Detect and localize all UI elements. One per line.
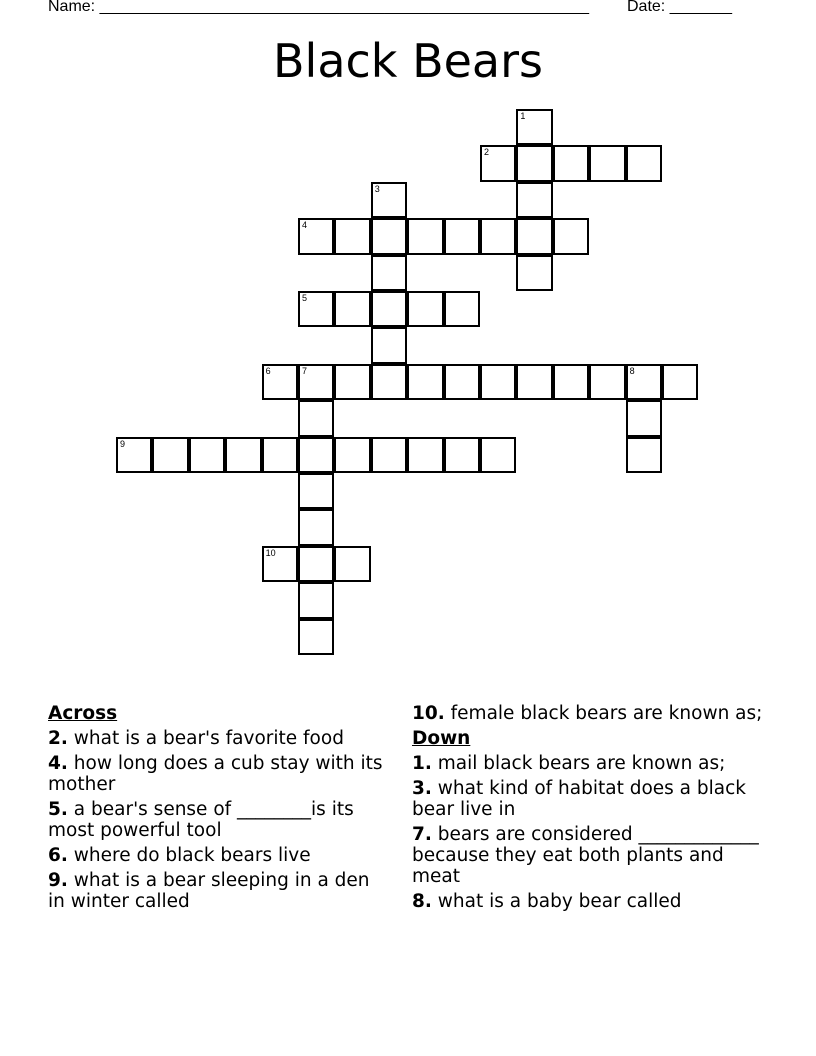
grid-cell[interactable] <box>553 218 589 254</box>
grid-cell[interactable] <box>626 437 662 473</box>
grid-cell[interactable] <box>262 546 298 582</box>
clue-text: female black bears are known as; <box>444 703 763 724</box>
grid-cell[interactable] <box>298 582 334 618</box>
cell-number: 6 <box>265 365 271 376</box>
grid-cell[interactable] <box>262 364 298 400</box>
grid-cell[interactable] <box>371 291 407 327</box>
clue-down-8 <box>412 891 772 912</box>
grid-cell[interactable] <box>589 364 625 400</box>
cell-number: 1 <box>520 111 526 121</box>
grid-cell[interactable] <box>516 109 552 145</box>
grid-cell[interactable] <box>480 437 516 473</box>
clue-number: 5. <box>48 799 68 820</box>
grid-cell[interactable] <box>407 291 443 327</box>
grid-cell[interactable] <box>298 619 334 655</box>
grid-cell[interactable] <box>516 218 552 254</box>
clue-text: what is a bear sleeping in a den in winter called <box>48 870 370 912</box>
grid-cell[interactable] <box>371 327 407 363</box>
across-heading: Across <box>48 703 118 724</box>
clue-text: where do black bears live <box>67 845 311 866</box>
grid-cell[interactable] <box>298 437 334 473</box>
grid-cell[interactable] <box>298 546 334 582</box>
grid-cell[interactable] <box>444 437 480 473</box>
grid-cell[interactable] <box>298 218 334 254</box>
clue-number: 9. <box>48 870 68 891</box>
date-field[interactable]: Date: _______ <box>627 0 732 15</box>
clue-across-5 <box>48 799 388 841</box>
grid-cell[interactable] <box>298 400 334 436</box>
name-field[interactable]: Name: _______________________________________________________ <box>48 0 589 15</box>
clue-text: mail black bears are known as; <box>431 753 726 774</box>
grid-cell[interactable] <box>371 218 407 254</box>
grid-cell[interactable] <box>298 473 334 509</box>
grid-cell[interactable] <box>626 145 662 181</box>
cell-number: 10 <box>265 547 276 558</box>
grid-cell[interactable] <box>334 546 370 582</box>
grid-cell[interactable] <box>371 255 407 291</box>
grid-cell[interactable] <box>298 364 334 400</box>
clue-down-3 <box>412 778 772 820</box>
clue-number: 6. <box>48 845 68 866</box>
grid-cell[interactable] <box>626 400 662 436</box>
grid-cell[interactable] <box>553 145 589 181</box>
grid-cell[interactable] <box>334 291 370 327</box>
clue-number: 1. <box>412 753 432 774</box>
grid-cell[interactable] <box>480 364 516 400</box>
clue-text: bears are considered _____________ because they eat both plants and meat <box>412 824 759 887</box>
grid-cell[interactable] <box>444 218 480 254</box>
grid-cell[interactable] <box>152 437 188 473</box>
clue-number: 10. <box>412 703 445 724</box>
cell-number: 8 <box>629 365 635 376</box>
clues-right-column <box>412 703 772 916</box>
clue-across-9 <box>48 870 388 912</box>
clue-text: what is a bear's favorite food <box>67 728 344 749</box>
grid-cell[interactable] <box>298 291 334 327</box>
cell-number: 5 <box>302 293 308 303</box>
down-heading: Down <box>412 728 471 749</box>
grid-cell[interactable] <box>480 218 516 254</box>
grid-cell[interactable] <box>589 145 625 181</box>
clue-text: a bear's sense of ________is its most powerful tool <box>48 799 354 841</box>
cell-number: 7 <box>302 365 308 376</box>
grid-cell[interactable] <box>480 145 516 181</box>
cell-number: 9 <box>120 438 126 449</box>
grid-cell[interactable] <box>444 291 480 327</box>
grid-cell[interactable] <box>298 509 334 545</box>
clue-down-7 <box>412 824 772 887</box>
clue-number: 4. <box>48 753 68 774</box>
grid-cell[interactable] <box>371 437 407 473</box>
grid-cell[interactable] <box>553 364 589 400</box>
cell-number: 3 <box>374 183 380 194</box>
grid-cell[interactable] <box>444 364 480 400</box>
grid-cell[interactable] <box>407 364 443 400</box>
grid-cell[interactable] <box>225 437 261 473</box>
clue-across-4 <box>48 753 388 795</box>
clue-text: what is a baby bear called <box>431 891 682 912</box>
clue-text: how long does a cub stay with its mother <box>48 753 383 795</box>
clue-across-10 <box>412 703 772 724</box>
grid-cell[interactable] <box>371 182 407 218</box>
grid-cell[interactable] <box>516 182 552 218</box>
grid-cell[interactable] <box>516 364 552 400</box>
grid-cell[interactable] <box>334 437 370 473</box>
clue-down-1 <box>412 753 772 774</box>
grid-cell[interactable] <box>516 145 552 181</box>
cell-number: 4 <box>302 220 308 231</box>
cell-number: 2 <box>484 147 490 158</box>
grid-cell[interactable] <box>626 364 662 400</box>
clue-number: 8. <box>412 891 432 912</box>
clue-number: 3. <box>412 778 432 799</box>
grid-cell[interactable] <box>334 364 370 400</box>
grid-cell[interactable] <box>662 364 698 400</box>
clue-across-2 <box>48 728 388 749</box>
grid-cell[interactable] <box>116 437 152 473</box>
grid-cell[interactable] <box>189 437 225 473</box>
grid-cell[interactable] <box>371 364 407 400</box>
grid-cell[interactable] <box>516 255 552 291</box>
clues-left-column <box>48 703 388 916</box>
grid-cell[interactable] <box>262 437 298 473</box>
grid-cell[interactable] <box>407 437 443 473</box>
clue-number: 7. <box>412 824 432 845</box>
clue-text: what kind of habitat does a black bear live in <box>412 778 746 820</box>
clue-across-6 <box>48 845 388 866</box>
clue-number: 2. <box>48 728 68 749</box>
page-title: Black Bears <box>272 34 543 88</box>
grid-cell[interactable] <box>334 218 370 254</box>
grid-cell[interactable] <box>407 218 443 254</box>
